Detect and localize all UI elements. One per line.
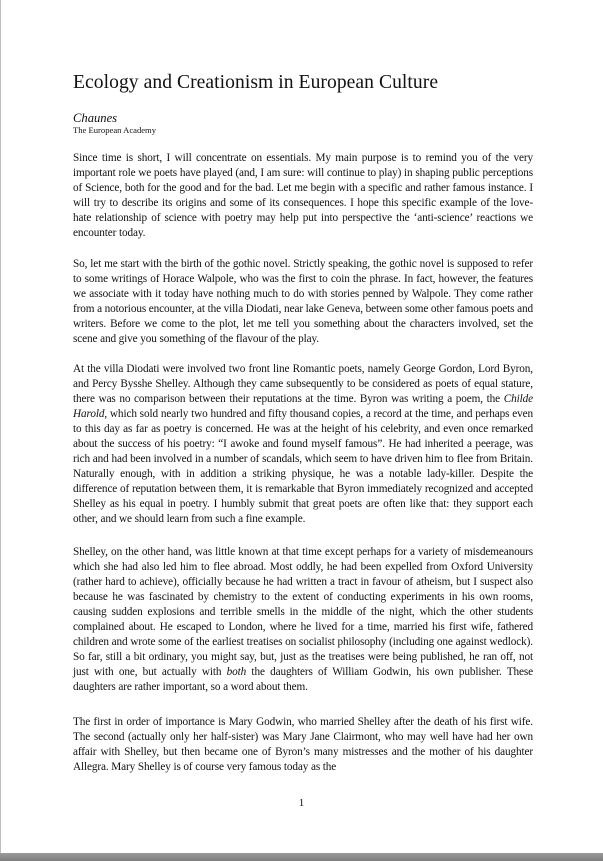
text-run: At the villa Diodati were involved two front line Romantic poets, namely George Gordon, Lord Byron, and Percy Bysshe Shelley. Although they came subsequently to be considered as poets of equal stature, there was no comparison between their reputations at the time. Byron was writing a poem, the [73,363,533,406]
body-paragraph-1 [73,151,533,241]
author-affiliation: The European Academy [73,125,157,135]
body-paragraph-3 [73,362,533,528]
text-run: Since time is short, I will concentrate on essentials. My main purpose is to remind you of the very important role we poets have played (and, I am sure: will continue to play) in shaping public perceptions of Science, both for the good and for the bad. Let me begin with a specific and rather famous instance. I will try to describe its origins and some of its consequences. I hope this specific example of the love-hate relationship of science with poetry may help put into perspective the ‘anti-science’ reactions we encounter today. [73,152,533,240]
page-edge [0,0,1,855]
italic-text-run: both [226,666,247,679]
body-paragraph-2 [73,257,533,347]
text-run: , which sold nearly two hundred and fifty thousand copies, a record at the time, and perhaps even to this day as far as poetry is concerned. He was at the height of his celebrity, and even once remarked about the success of his poetry: “I awoke and found myself famous”. He had inherited a peerage, was rich and had been involved in a number of scandals, which seem to have driven him to flee from Britain. Naturally enough, with in addition a striking physique, he was a notable lady-killer. Despite the difference of reputation between them, it is remarkable that Byron immediately recognized and accepted Shelley as his equal in poetry. I humbly submit that great poets are often like that: they support each other, and we should learn from such a fine example. [73,408,533,526]
text-run: The first in order of importance is Mary Godwin, who married Shelley after the death of his first wife. The second (actually only her half-sister) was Mary Jane Clairmont, who may well have had her own affair with Shelley, but then became one of Byron’s many mistresses and the mother of his daughter Allegra. Mary Shelley is of course very famous today as the [73,716,533,774]
page-number: 1 [298,797,305,809]
italic-text-run: Childe Harold [73,393,533,421]
text-run: the daughters of William Godwin, his own publisher. These daughters are rather important, so a word about them. [73,666,533,694]
author-name: Chaunes [73,111,118,125]
body-paragraph-4 [73,545,533,695]
viewer-background [0,853,603,861]
body-paragraph-5 [73,715,533,775]
text-run: Shelley, on the other hand, was little known at that time except perhaps for a variety of misdemeanours which she had also led him to flee abroad. Most oddly, he had been expelled from Oxford University (rather hard to achieve), officially because he had written a tract in favour of atheism, but I suspect also because he was fascinated by chemistry to the extent of conducting experiments in his own rooms, causing sudden explosions and terrible smells in the middle of the night, which the other students complained about. He escaped to London, where he lived for a time, married his first wife, fathered children and wrote some of the earliest treatises on socialist philosophy (including one against wedlock). So far, still a bit ordinary, you might say, but, just as the treatises were being published, he ran off, not just with one, but actually with [73,546,533,679]
text-run: So, let me start with the birth of the gothic novel. Strictly speaking, the gothic novel is supposed to refer to some writings of Horace Walpole, who was the first to coin the phrase. In fact, however, the features we associate with it today have nothing much to do with stories penned by Walpole. They come rather from a notorious encounter, at the villa Diodati, near lake Geneva, between some other famous poets and writers. Before we come to the plot, let me tell you something about the characters involved, set the scene and give you something of the flavour of the play. [73,258,533,346]
paper-title: Ecology and Creationism in European Culture [73,72,439,93]
